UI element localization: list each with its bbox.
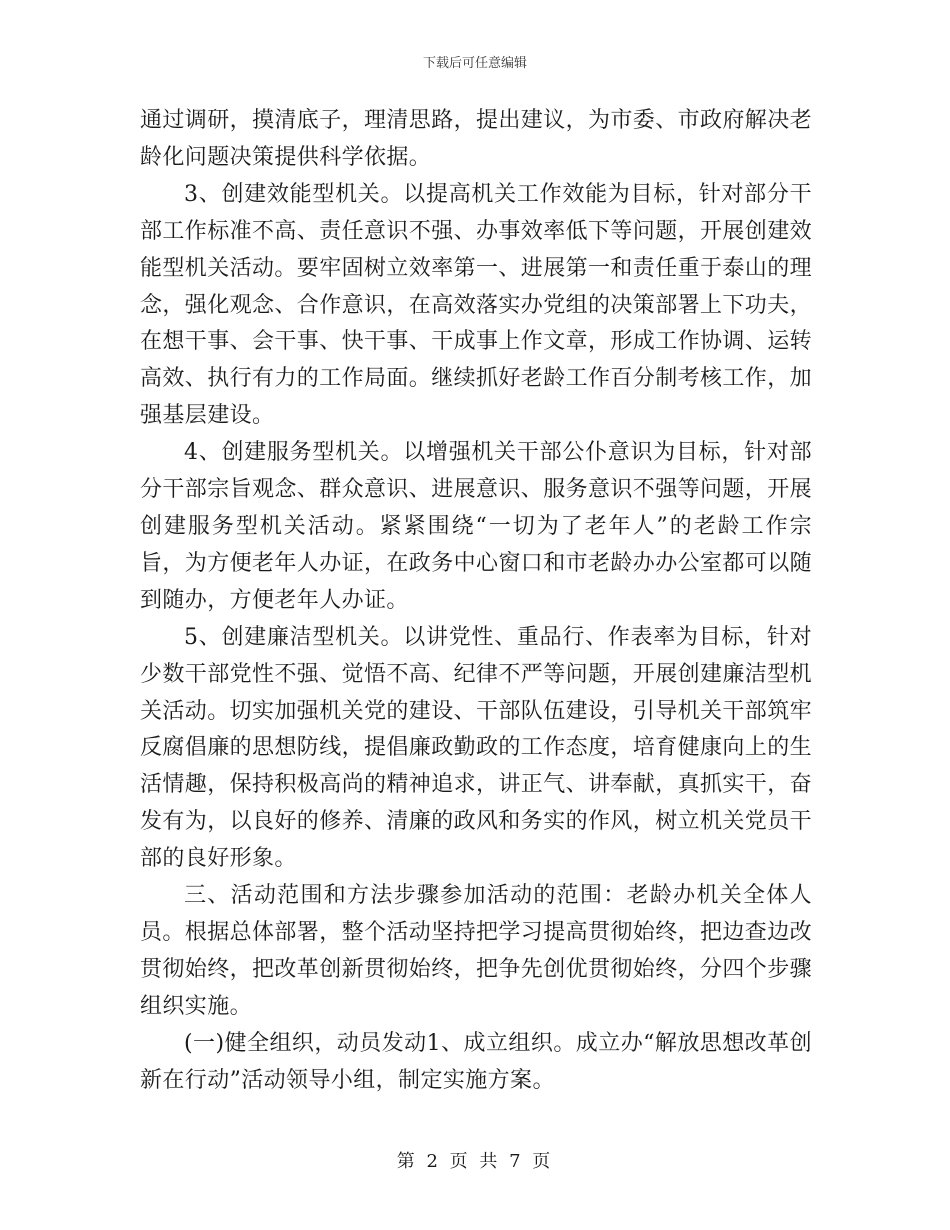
document-body: [140, 103, 812, 1099]
paragraph-1: 通过调研，摸清底子，理清思路，提出建议，为市委、市政府解决老龄化问题决策提供科学依据。: [140, 108, 813, 170]
paragraph-6: (一)健全组织，动员发动1、成立组织。成立办“解放思想改革创新在行动”活动领导小组，制定实施方案。: [140, 1030, 812, 1093]
paragraph-2: 3、创建效能型机关。以提高机关工作效能为目标，针对部分干部工作标准不高、责任意识不强、办事效率低下等问题，开展创建效能型机关活动。要牢固树立效率第一、进展第一和责任重于泰山的理念，强化观念、合作意识，在高效落实办党组的决策部署上下功夫，在想干事、会干事、快干事、干成事上作文章，形成工作协调、运转高效、执行有力的工作局面。继续抓好老龄工作百分制考核工作，加强基层建设。: [140, 181, 813, 429]
page-number-footer: 第 2 页 共 7 页: [396, 1151, 554, 1172]
paragraph-4: 5、创建廉洁型机关。以讲党性、重品行、作表率为目标，针对少数干部党性不强、觉悟不高、纪律不严等问题，开展创建廉洁型机关活动。切实加强机关党的建设、干部队伍建设，引导机关干部筑牢反腐倡廉的思想防线，提倡廉政勤政的工作态度，培育健康向上的生活情趣，保持积极高尚的精神追求，讲正气、讲奉献，真抓实干，奋发有为，以良好的修养、清廉的政风和务实的作风，树立机关党员干部的良好形象。: [140, 624, 813, 872]
paragraph-5: 三、活动范围和方法步骤参加活动的范围：老龄办机关全体人员。根据总体部署，整个活动坚持把学习提高贯彻始终，把边查边改贯彻始终，把改革创新贯彻始终，把争先创优贯彻始终，分四个步骤组织实施。: [140, 883, 813, 1019]
paragraph-3: 4、创建服务型机关。以增强机关干部公仆意识为目标，针对部分干部宗旨观念、群众意识、进展意识、服务意识不强等问题，开展创建服务型机关活动。紧紧围绕“一切为了老年人”的老龄工作宗旨，为方便老年人办证，在政务中心窗口和市老龄办办公室都可以随到随办，方便老年人办证。: [140, 440, 813, 613]
header-note: 下载后可任意编辑: [422, 56, 527, 71]
